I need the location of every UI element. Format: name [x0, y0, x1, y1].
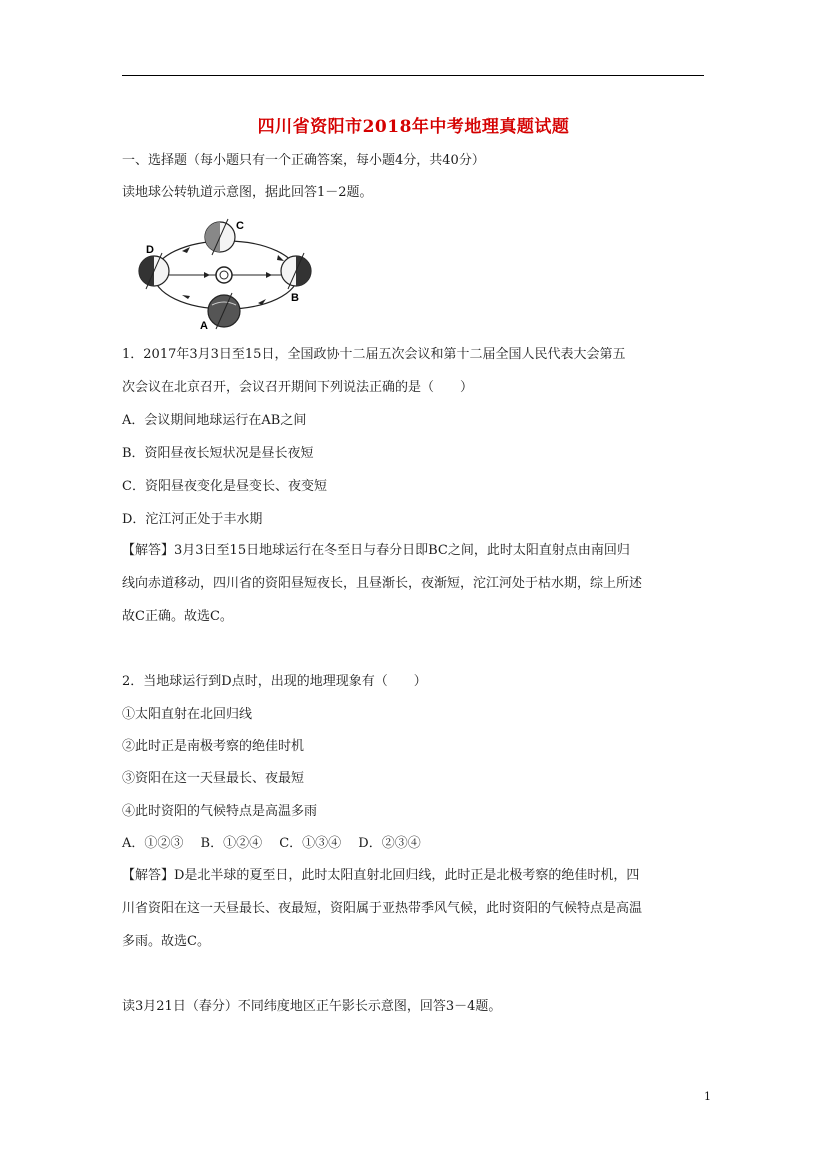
q2-answer-line: 【解答】D是北半球的夏至日，此时太阳直射北回归线，此时正是北极考察的绝佳时机，四	[122, 868, 640, 883]
q2-stem: 2．当地球运行到D点时，出现的地理现象有（ ）	[122, 674, 427, 689]
q1-option-d: D．沱江河正处于丰水期	[122, 512, 263, 527]
sun-core	[220, 271, 228, 279]
earth-orbit-diagram	[138, 215, 318, 335]
page-title: 四川省资阳市2018年中考地理真题试题	[257, 117, 570, 137]
q2-answer-line: 多雨。故选C。	[122, 934, 210, 949]
q1-option-b: B．资阳昼夜长短状况是昼长夜短	[122, 446, 314, 461]
header-rule	[122, 75, 704, 76]
q1-answer-line: 故C正确。故选C。	[122, 609, 233, 624]
q1-answer-line: 线向赤道移动，四川省的资阳昼短夜长，且昼渐长，夜渐短，沱江河处于枯水期，综上所述	[122, 576, 643, 591]
q2-options: A．①②③ B．①②④ C．①③④ D．②③④	[122, 836, 421, 851]
label-d: D	[146, 244, 154, 256]
q2-item: ③资阳在这一天昼最长、夜最短	[122, 771, 305, 786]
orbit-arrow	[182, 295, 190, 299]
q2-item: ②此时正是南极考察的绝佳时机	[122, 739, 305, 754]
page-number: 1	[704, 1090, 711, 1103]
earth-a	[208, 293, 240, 329]
q1-stem-line: 次会议在北京召开，会议召开期间下列说法正确的是（ ）	[122, 380, 474, 395]
q2-item: ①太阳直射在北回归线	[122, 707, 253, 722]
question-intro: 读地球公转轨道示意图，据此回答1－2题。	[122, 185, 373, 200]
q1-answer-line: 【解答】3月3日至15日地球运行在冬至日与春分日即BC之间，此时太阳直射点由南回归	[122, 543, 630, 558]
earth-d	[139, 253, 169, 289]
orbit-arrow	[277, 255, 284, 261]
axis-arrow	[266, 272, 272, 278]
label-c: C	[236, 220, 244, 232]
earth-c	[205, 219, 235, 255]
label-a: A	[200, 320, 208, 332]
q1-stem-line: 1．2017年3月3日至15日，全国政协十二届五次会议和第十二届全国人民代表大会第五	[122, 347, 626, 362]
axis-arrow	[204, 272, 210, 278]
q1-option-c: C．资阳昼夜变化是昼变长、夜变短	[122, 479, 327, 494]
q2-item: ④此时资阳的气候特点是高温多雨	[122, 804, 318, 819]
earth-b	[281, 253, 311, 289]
question-intro: 读3月21日（春分）不同纬度地区正午影长示意图，回答3－4题。	[122, 999, 502, 1014]
q1-option-a: A．会议期间地球运行在AB之间	[122, 413, 307, 428]
label-b: B	[291, 292, 299, 304]
section-heading: 一、选择题（每小题只有一个正确答案，每小题4分，共40分）	[122, 153, 485, 168]
q2-answer-line: 川省资阳在这一天昼最长、夜最短，资阳属于亚热带季风气候，此时资阳的气候特点是高温	[122, 901, 643, 916]
